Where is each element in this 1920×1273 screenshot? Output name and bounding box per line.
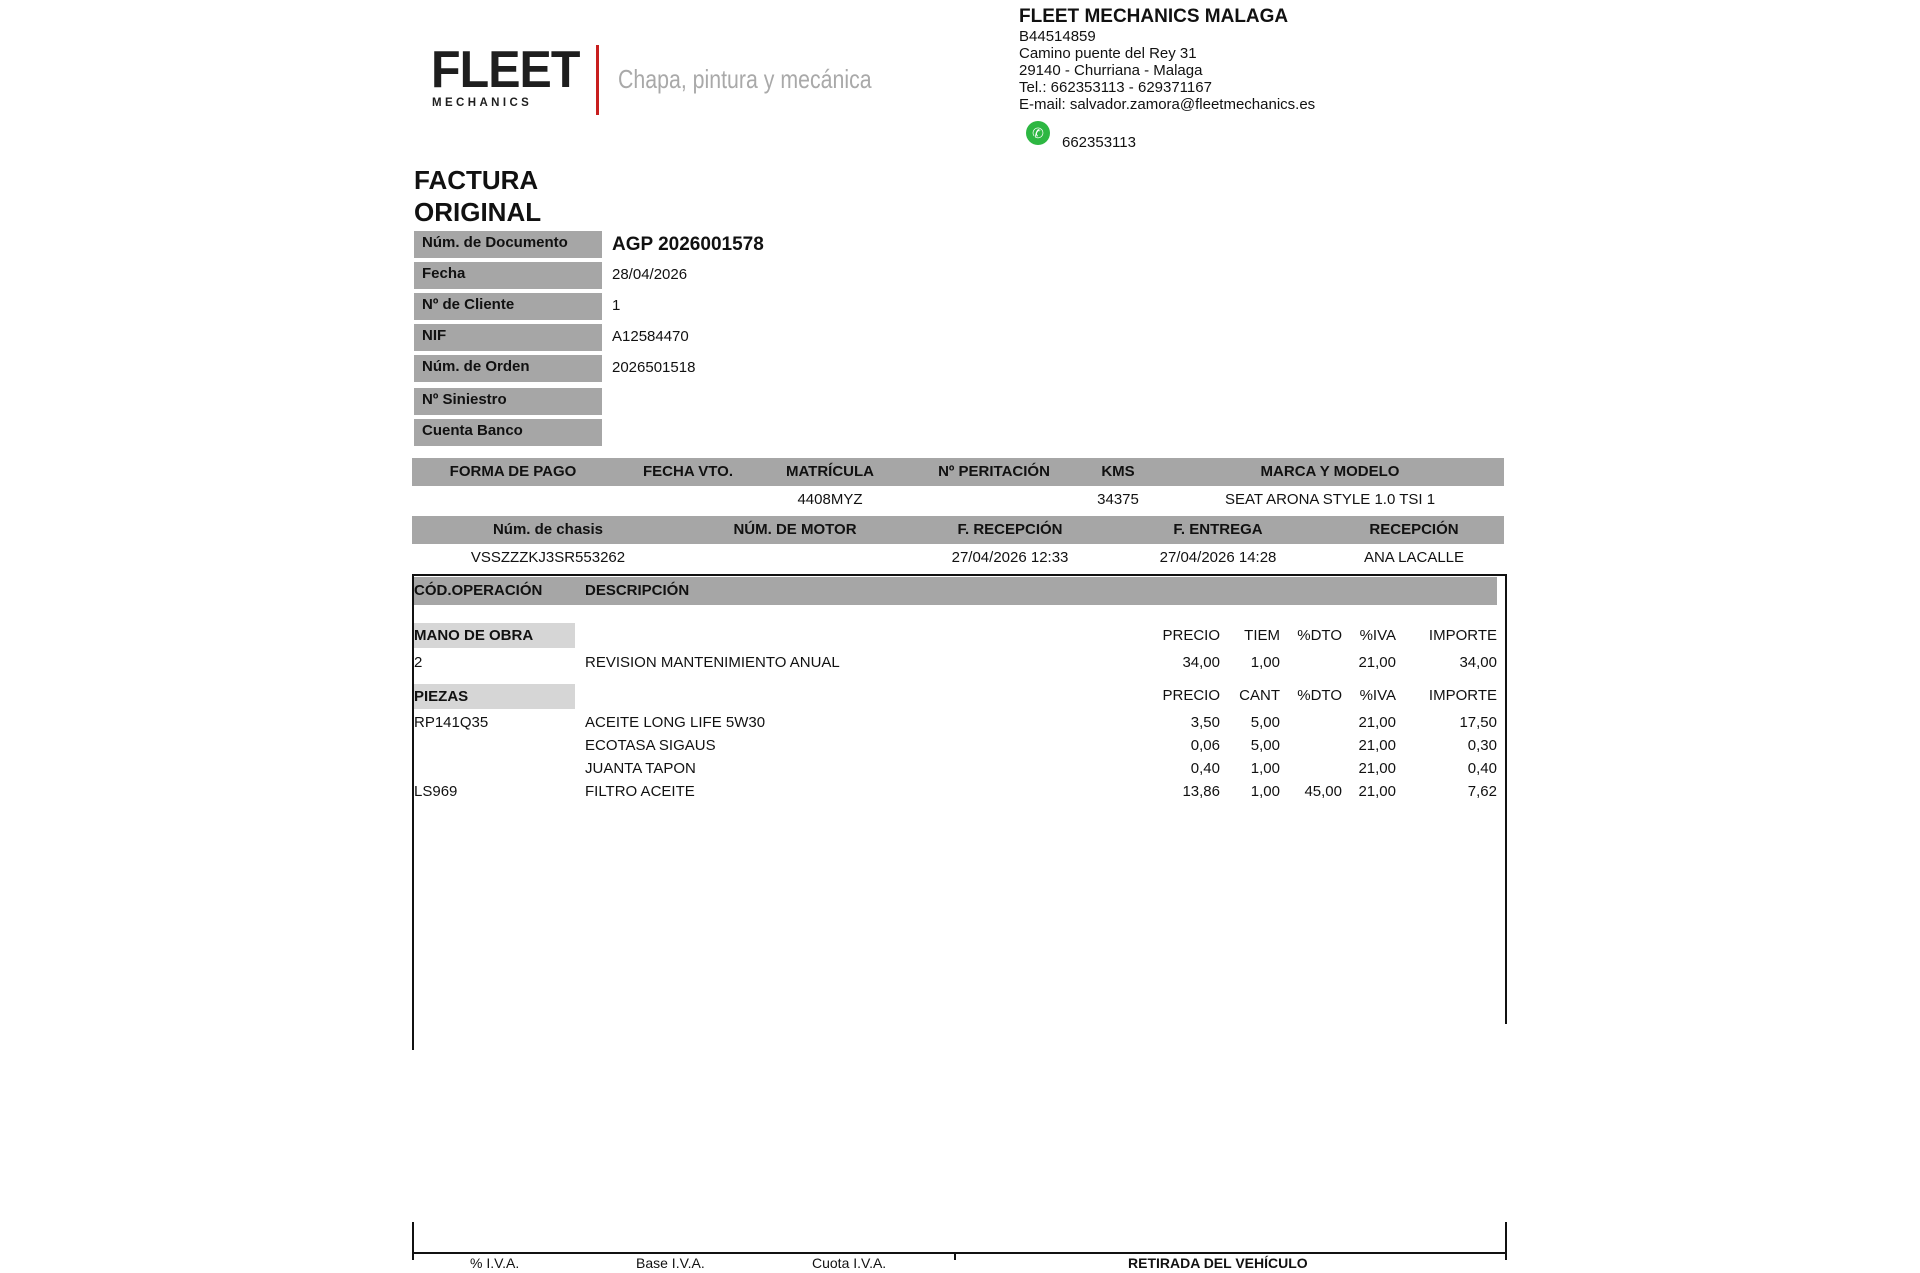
footer-vat-base-header: Base I.V.A.	[636, 1255, 705, 1271]
parts-discount-header: %DTO	[1297, 687, 1342, 704]
part-row-amount: 17,50	[1459, 714, 1497, 731]
footer-left-border	[412, 1222, 414, 1260]
company-email: E-mail: salvador.zamora@fleetmechanics.es	[1019, 96, 1316, 113]
company-address: Camino puente del Rey 31	[1019, 45, 1197, 62]
operations-header-bar	[414, 577, 1497, 605]
whatsapp-icon: ✆	[1026, 121, 1050, 145]
part-row-price: 0,06	[1190, 737, 1220, 754]
part-row-code: LS969	[414, 783, 458, 800]
part-row-code: RP141Q35	[414, 714, 489, 731]
doc-number-label: Núm. de Documento	[414, 231, 602, 258]
company-phone: Tel.: 662353113 - 629371167	[1019, 79, 1212, 96]
labor-discount-header: %DTO	[1297, 627, 1342, 644]
date-label: Fecha	[414, 262, 602, 289]
part-row-price: 13,86	[1182, 783, 1220, 800]
logo-tagline: Chapa, pintura y mecánica	[618, 64, 872, 94]
part-row-discount: 45,00	[1304, 783, 1342, 800]
parts-section-title: PIEZAS	[414, 684, 575, 709]
parts-qty-header: CANT	[1239, 687, 1280, 704]
kms-value: 34375	[1097, 491, 1139, 508]
part-row-vat: 21,00	[1358, 737, 1396, 754]
reception-date-value: 27/04/2026 12:33	[951, 549, 1069, 566]
chassis-header: Núm. de chasis	[492, 521, 604, 538]
client-number-label: Nº de Cliente	[414, 293, 602, 320]
delivery-date-value: 27/04/2026 14:28	[1159, 549, 1277, 566]
invoice-title-line-2: ORIGINAL	[414, 197, 542, 227]
part-row-qty: 5,00	[1250, 714, 1280, 731]
reception-date-header: F. RECEPCIÓN	[957, 521, 1063, 538]
description-header: DESCRIPCIÓN	[585, 582, 690, 599]
labor-row-code: 2	[414, 654, 423, 671]
nif-label: NIF	[414, 324, 602, 351]
footer-vehicle-pickup-header: RETIRADA DEL VEHÍCULO	[1128, 1255, 1308, 1271]
engine-number-header: NÚM. DE MOTOR	[733, 521, 857, 538]
parts-vat-header: %IVA	[1359, 687, 1396, 704]
lines-box-right-border	[1505, 574, 1507, 1024]
labor-price-header: PRECIO	[1162, 627, 1220, 644]
part-row-amount: 0,40	[1467, 760, 1497, 777]
labor-amount-header: IMPORTE	[1428, 627, 1497, 644]
bank-account-label: Cuenta Banco	[414, 419, 602, 446]
due-date-header: FECHA VTO.	[642, 463, 733, 480]
labor-vat-header: %IVA	[1359, 627, 1396, 644]
parts-amount-header: IMPORTE	[1428, 687, 1497, 704]
receptionist-value: ANA LACALLE	[1363, 549, 1465, 566]
company-city: 29140 - Churriana - Malaga	[1019, 62, 1203, 79]
whatsapp-phone: 662353113	[1062, 134, 1136, 151]
footer-vat-percent-header: % I.V.A.	[470, 1255, 520, 1271]
footer-vat-amount-header: Cuota I.V.A.	[812, 1255, 887, 1271]
labor-section-title: MANO DE OBRA	[414, 623, 575, 648]
footer-right-border	[1505, 1222, 1507, 1260]
labor-row-vat: 21,00	[1358, 654, 1396, 671]
footer-top-border	[412, 1252, 1506, 1254]
order-number-value: 2026501518	[612, 359, 696, 376]
date-value: 28/04/2026	[612, 266, 688, 283]
labor-row-price: 34,00	[1182, 654, 1220, 671]
company-cif: B44514859	[1019, 28, 1096, 45]
labor-row-amount: 34,00	[1459, 654, 1497, 671]
part-row-price: 3,50	[1190, 714, 1220, 731]
labor-row-description: REVISION MANTENIMIENTO ANUAL	[585, 654, 840, 671]
part-row-qty: 5,00	[1250, 737, 1280, 754]
part-row-amount: 7,62	[1467, 783, 1497, 800]
part-row-amount: 0,30	[1467, 737, 1497, 754]
part-row-description: ACEITE LONG LIFE 5W30	[585, 714, 766, 731]
plate-header: MATRÍCULA	[785, 463, 875, 480]
part-row-price: 0,40	[1190, 760, 1220, 777]
labor-time-header: TIEM	[1244, 627, 1280, 644]
payment-method-header: FORMA DE PAGO	[449, 463, 577, 480]
part-row-qty: 1,00	[1250, 760, 1280, 777]
receptionist-header: RECEPCIÓN	[1369, 521, 1459, 538]
logo-brand-sub: MECHANICS	[432, 97, 533, 109]
plate-value: 4408MYZ	[797, 491, 863, 508]
parts-price-header: PRECIO	[1162, 687, 1220, 704]
part-row-description: ECOTASA SIGAUS	[585, 737, 716, 754]
invoice-title-line-1: FACTURA	[414, 165, 539, 195]
make-model-value: SEAT ARONA STYLE 1.0 TSI 1	[1224, 491, 1436, 508]
doc-number-value: AGP 2026001578	[612, 234, 764, 255]
part-row-vat: 21,00	[1358, 714, 1396, 731]
appraisal-header: Nº PERITACIÓN	[938, 463, 1050, 480]
part-row-vat: 21,00	[1358, 760, 1396, 777]
lines-box-top-border	[412, 574, 1506, 576]
client-number-value: 1	[612, 297, 621, 314]
logo-divider	[596, 45, 599, 115]
delivery-date-header: F. ENTREGA	[1173, 521, 1263, 538]
labor-row-time: 1,00	[1250, 654, 1280, 671]
footer-divider	[954, 1252, 956, 1260]
part-row-description: JUANTA TAPON	[585, 760, 696, 777]
make-model-header: MARCA Y MODELO	[1260, 463, 1400, 480]
logo-brand: FLEET	[431, 41, 580, 99]
order-number-label: Núm. de Orden	[414, 355, 602, 382]
part-row-description: FILTRO ACEITE	[585, 783, 695, 800]
part-row-qty: 1,00	[1250, 783, 1280, 800]
part-row-vat: 21,00	[1358, 783, 1396, 800]
kms-header: KMS	[1101, 463, 1135, 480]
op-code-header: CÓD.OPERACIÓN	[414, 582, 543, 599]
company-name: FLEET MECHANICS MALAGA	[1019, 6, 1289, 27]
chassis-value: VSSZZZKJ3SR553262	[470, 549, 626, 566]
invoice-title	[414, 164, 541, 228]
nif-value: A12584470	[612, 328, 689, 345]
claim-number-label: Nº Siniestro	[414, 388, 602, 415]
